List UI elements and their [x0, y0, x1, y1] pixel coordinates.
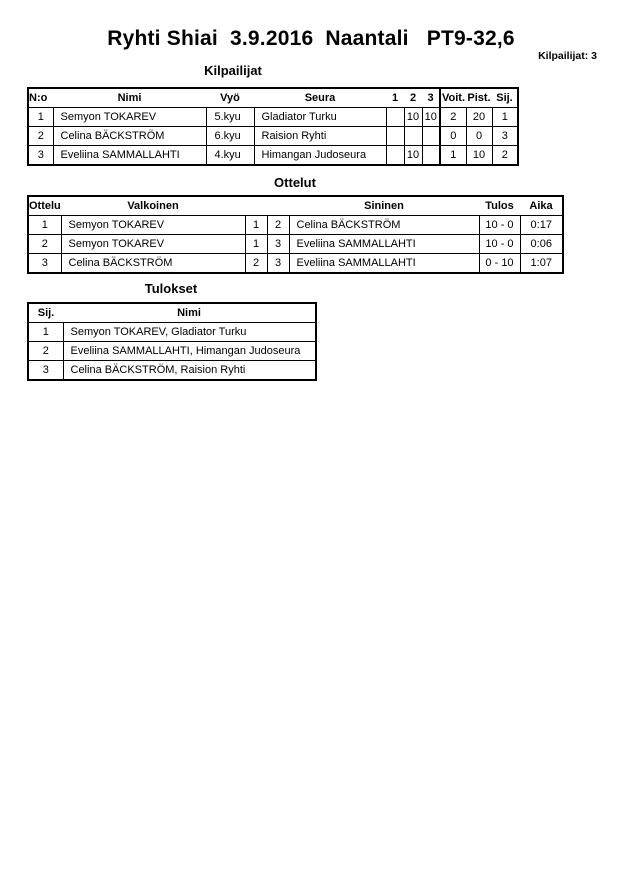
cell-aika: 0:06	[520, 235, 563, 254]
cell-nimi: Celina BÄCKSTRÖM	[53, 127, 206, 146]
cell-seura: Himangan Judoseura	[254, 146, 386, 166]
cell-round1	[386, 146, 404, 166]
column-header-round1: 1	[391, 91, 399, 104]
table-row	[28, 108, 518, 127]
cell-sij: 3	[28, 361, 63, 381]
table-header-row	[28, 196, 563, 216]
cell-blue-no: 3	[267, 235, 289, 254]
table-row	[28, 216, 563, 235]
cell-vyo: 5.kyu	[206, 108, 254, 127]
cell-valkoinen: Semyon TOKAREV	[61, 235, 245, 254]
column-header-sininen: Sininen	[364, 199, 404, 212]
table-row	[28, 254, 563, 274]
column-header-round3: 3	[427, 91, 434, 104]
column-header-aika: Aika	[529, 199, 553, 212]
cell-match-no: 1	[28, 216, 61, 235]
cell-sij: 1	[492, 108, 518, 127]
cell-nimi: Semyon TOKAREV, Gladiator Turku	[63, 323, 316, 342]
page-title: Ryhti Shiai 3.9.2016 Naantali PT9-32,6	[107, 27, 515, 50]
cell-nimi: Celina BÄCKSTRÖM, Raision Ryhti	[63, 361, 316, 381]
cell-pist: 0	[466, 127, 492, 146]
cell-aika: 1:07	[520, 254, 563, 274]
cell-no: 1	[28, 108, 53, 127]
column-header-seura: Seura	[304, 91, 336, 104]
cell-pist: 20	[466, 108, 492, 127]
cell-sininen: Eveliina SAMMALLAHTI	[289, 254, 479, 274]
cell-pist: 10	[466, 146, 492, 166]
column-header-voit: Voit.	[440, 88, 466, 108]
cell-valkoinen: Celina BÄCKSTRÖM	[61, 254, 245, 274]
cell-blue-no: 2	[267, 216, 289, 235]
table-header-row	[28, 303, 316, 323]
cell-sij: 2	[28, 342, 63, 361]
cell-tulos: 10 - 0	[479, 216, 520, 235]
cell-sininen: Celina BÄCKSTRÖM	[289, 216, 479, 235]
cell-round2: 10	[404, 108, 422, 127]
cell-round3	[422, 127, 440, 146]
competitors-table	[27, 87, 519, 166]
cell-nimi: Eveliina SAMMALLAHTI	[53, 146, 206, 166]
column-header-sij: Sij.	[496, 91, 513, 104]
cell-white-no: 2	[245, 254, 267, 274]
cell-nimi: Eveliina SAMMALLAHTI, Himangan Judoseura	[63, 342, 316, 361]
cell-tulos: 10 - 0	[479, 235, 520, 254]
cell-blue-no: 3	[267, 254, 289, 274]
cell-nimi: Semyon TOKAREV	[53, 108, 206, 127]
cell-sininen: Eveliina SAMMALLAHTI	[289, 235, 479, 254]
cell-white-no: 1	[245, 235, 267, 254]
cell-vyo: 4.kyu	[206, 146, 254, 166]
column-header-nimi: Nimi	[177, 306, 201, 319]
cell-sij: 2	[492, 146, 518, 166]
matches-table	[27, 195, 564, 274]
cell-valkoinen: Semyon TOKAREV	[61, 216, 245, 235]
cell-round2	[404, 127, 422, 146]
cell-match-no: 2	[28, 235, 61, 254]
cell-voit: 0	[440, 127, 466, 146]
section-heading-tulokset: Tulokset	[144, 281, 198, 296]
section-heading-kilpailijat: Kilpailijat	[204, 63, 262, 78]
table-row	[28, 127, 518, 146]
participants-count: Kilpailijat: 3	[538, 50, 597, 62]
column-header-sij: Sij.	[37, 306, 55, 319]
cell-round1	[386, 127, 404, 146]
column-header-round2: 2	[409, 91, 417, 104]
results-table	[27, 302, 317, 381]
cell-voit: 1	[440, 146, 466, 166]
cell-round2: 10	[404, 146, 422, 166]
cell-no: 3	[28, 146, 53, 166]
cell-sij: 1	[28, 323, 63, 342]
column-header-ottelu: Ottelu	[29, 199, 61, 212]
cell-seura: Raision Ryhti	[254, 127, 386, 146]
cell-tulos: 0 - 10	[479, 254, 520, 274]
section-heading-ottelut: Ottelut	[274, 175, 316, 190]
column-header-blue-no	[267, 196, 289, 216]
cell-seura: Gladiator Turku	[254, 108, 386, 127]
table-row	[28, 146, 518, 166]
table-header-row	[28, 88, 518, 108]
cell-voit: 2	[440, 108, 466, 127]
table-row	[28, 361, 316, 381]
table-row	[28, 235, 563, 254]
cell-round1	[386, 108, 404, 127]
table-row	[28, 323, 316, 342]
cell-sij: 3	[492, 127, 518, 146]
cell-aika: 0:17	[520, 216, 563, 235]
column-header-vyo: Vyö	[220, 91, 240, 104]
column-header-no: N:o	[29, 91, 48, 104]
cell-no: 2	[28, 127, 53, 146]
column-header-valkoinen: Valkoinen	[127, 199, 179, 212]
cell-round3: 10	[422, 108, 440, 127]
cell-round3	[422, 146, 440, 166]
cell-match-no: 3	[28, 254, 61, 274]
column-header-white-no	[245, 196, 267, 216]
column-header-tulos: Tulos	[485, 199, 514, 212]
table-row	[28, 342, 316, 361]
column-header-nimi: Nimi	[117, 91, 142, 104]
cell-vyo: 6.kyu	[206, 127, 254, 146]
cell-white-no: 1	[245, 216, 267, 235]
column-header-pist: Pist.	[467, 91, 491, 104]
